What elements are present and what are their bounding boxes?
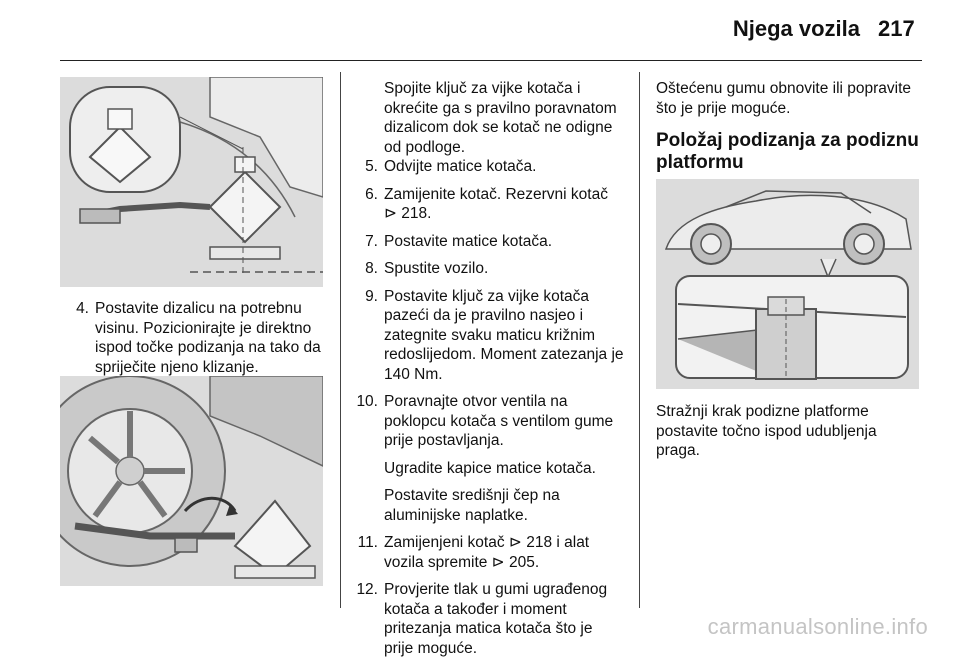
middle-intro <box>384 79 624 157</box>
step-number: 4. <box>76 300 89 317</box>
step-extra-text: Ugradite kapice matice kotača. <box>384 459 596 477</box>
column-divider-right <box>639 72 640 608</box>
list-item <box>353 232 625 252</box>
step-number: 8. <box>365 260 378 277</box>
step-number: 6. <box>365 185 378 203</box>
watermark: carmanualsonline.info <box>707 614 928 639</box>
step-number: 10. <box>356 393 378 410</box>
section-title: Njega vozila <box>732 16 860 41</box>
step-number: 11. <box>357 534 378 551</box>
page-number: 217 <box>878 16 915 41</box>
list-item <box>353 287 625 385</box>
step-text: Poravnajte otvor ventila na poklopcu kotača s ventilom gume prije postavljanja. <box>384 393 614 449</box>
right-column <box>656 79 920 174</box>
step-text: Zamijenjeni kotač ⊳ 218 i alat vozila spremite ⊳ 205. <box>384 534 590 571</box>
continuation-paragraph: Spojite ključ za vijke kotača i okrećite ga s pravilno poravnatom dizalicom dok se kotač ne odigne od podloge. <box>384 80 617 156</box>
step-text: Provjerite tlak u gumi ugrađenog kotača a također i moment pritezanja matica kotača što je prije moguće. <box>384 581 608 657</box>
step-number: 9. <box>365 287 378 305</box>
list-item <box>353 533 625 572</box>
figure-jack-with-crank <box>60 376 323 586</box>
step-number: 5. <box>365 158 378 175</box>
figure-lift-platform-point <box>656 179 919 389</box>
figure-jack-under-lifting-point <box>60 77 323 287</box>
step-extra-text: Postavite središnji čep na aluminijske naplatke. <box>384 487 560 524</box>
right-caption-block <box>656 402 920 461</box>
step-number: 12. <box>356 581 378 598</box>
section-heading: Položaj podizanja za podiznu platformu <box>656 130 919 173</box>
list-item <box>64 299 322 377</box>
intro-paragraph: Oštećenu gumu obnovite ili popravite što je prije moguće. <box>656 80 912 117</box>
step-text: Postavite dizalicu na potrebnu visinu. Pozicionirajte je direktno ispod točke podizanja na tako da spriječite njeno klizanje. <box>95 300 321 376</box>
step-list-left <box>64 299 322 385</box>
list-item <box>353 157 625 177</box>
step-text: Odvijte matice kotača. <box>384 158 537 175</box>
step-list-middle <box>353 157 625 666</box>
step-text: Postavite matice kotača. <box>384 232 552 250</box>
list-item <box>353 392 625 525</box>
list-item <box>353 259 625 279</box>
column-divider-left <box>340 72 341 608</box>
step-number: 7. <box>365 232 378 250</box>
header-divider <box>60 60 922 61</box>
step-text: Spustite vozilo. <box>384 260 489 277</box>
list-item <box>353 185 625 224</box>
step-text: Postavite ključ za vijke kotača pazeći da je pravilno nasjeo i zategnite svaku maticu križnim redoslijedom. Moment zatezanja je 140 Nm. <box>384 287 624 383</box>
step-text: Zamijenite kotač. Rezervni kotač ⊳ 218. <box>384 185 608 222</box>
list-item <box>353 580 625 658</box>
figure-caption: Stražnji krak podizne platforme postavite točno ispod udubljenja praga. <box>656 403 877 459</box>
